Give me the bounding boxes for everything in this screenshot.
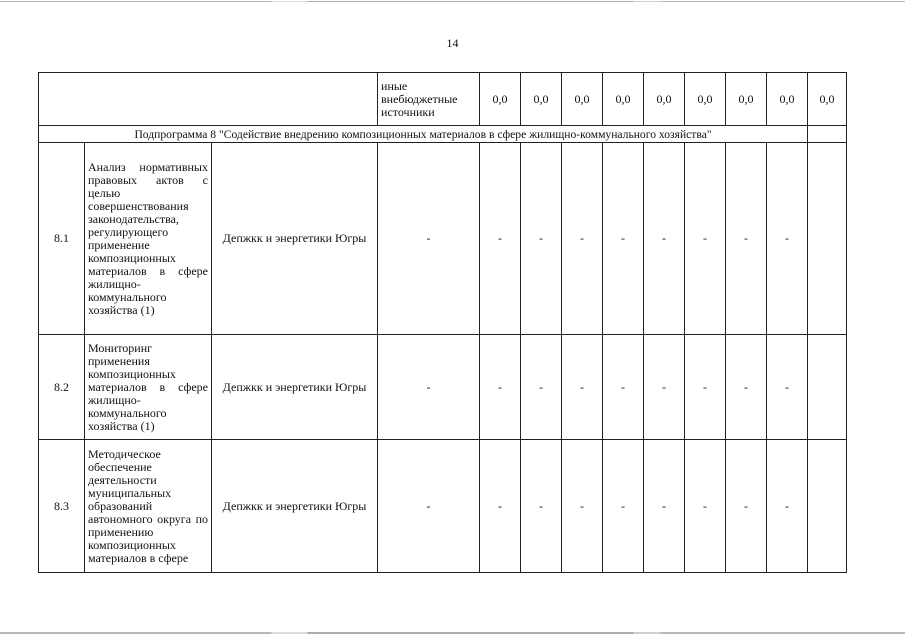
value-cell: - <box>603 143 644 335</box>
table-row <box>39 143 847 335</box>
value-cell: 0,0 <box>480 73 521 126</box>
row-number: 8.3 <box>39 440 85 573</box>
empty-cell <box>808 143 847 335</box>
value-cell: - <box>767 440 808 573</box>
value-cell: 0,0 <box>562 73 603 126</box>
activity-name: Анализ нормативных правовых актов с целью совершенствования законодательства, регулирующего применение композиционных материалов в сфере жилищно-коммунального хозяйства (1) <box>85 143 212 335</box>
executor-cell: Депжкк и энергетики Югры <box>212 440 378 573</box>
value-cell: - <box>562 440 603 573</box>
value-cell: - <box>726 440 767 573</box>
value-cell: - <box>726 143 767 335</box>
value-cell: - <box>521 440 562 573</box>
value-cell: - <box>767 335 808 440</box>
executor-cell: Депжкк и энергетики Югры <box>212 143 378 335</box>
value-cell: - <box>480 335 521 440</box>
value-cell: - <box>603 335 644 440</box>
value-cell: - <box>685 440 726 573</box>
program-table <box>38 72 847 573</box>
value-cell: - <box>644 440 685 573</box>
activity-name: Мониторинг применения композиционных материалов в сфере жилищно-коммунального хозяйства (1) <box>85 335 212 440</box>
empty-cell <box>808 440 847 573</box>
value-cell: - <box>644 143 685 335</box>
value-cell: - <box>767 143 808 335</box>
value-cell: 0,0 <box>726 73 767 126</box>
row-number: 8.2 <box>39 335 85 440</box>
table-row <box>39 440 847 573</box>
table-row <box>39 335 847 440</box>
value-cell: 0,0 <box>603 73 644 126</box>
value-cell: - <box>562 143 603 335</box>
funding-source-cell: - <box>378 335 480 440</box>
row-number: 8.1 <box>39 143 85 335</box>
value-cell: - <box>644 335 685 440</box>
activity-name: Методическое обеспечение деятельности муниципальных образований автономного округа по применению композиционных материалов в сфере <box>85 440 212 573</box>
funding-source-cell: - <box>378 440 480 573</box>
value-cell: - <box>685 143 726 335</box>
value-cell: 0,0 <box>644 73 685 126</box>
funding-source-cell: иные внебюджетные источники <box>378 73 480 126</box>
scan-edge-top <box>0 1 905 2</box>
value-cell: - <box>685 335 726 440</box>
value-cell: - <box>726 335 767 440</box>
scan-edge-bottom <box>0 632 905 634</box>
value-cell: 0,0 <box>521 73 562 126</box>
empty-cell <box>39 73 378 126</box>
value-cell: 0,0 <box>808 73 847 126</box>
funding-source-cell: - <box>378 143 480 335</box>
empty-cell <box>808 126 847 143</box>
value-cell: - <box>521 143 562 335</box>
value-cell: - <box>562 335 603 440</box>
executor-cell: Депжкк и энергетики Югры <box>212 335 378 440</box>
value-cell: 0,0 <box>767 73 808 126</box>
value-cell: - <box>480 440 521 573</box>
empty-cell <box>808 335 847 440</box>
subprogram-header-row <box>39 126 847 143</box>
value-cell: - <box>480 143 521 335</box>
value-cell: 0,0 <box>685 73 726 126</box>
subprogram-title: Подпрограмма 8 "Содействие внедрению композиционных материалов в сфере жилищно-коммунального хозяйства" <box>39 126 808 143</box>
page-number: 14 <box>446 36 459 50</box>
value-cell: - <box>521 335 562 440</box>
table-row-other-sources <box>39 73 847 126</box>
value-cell: - <box>603 440 644 573</box>
